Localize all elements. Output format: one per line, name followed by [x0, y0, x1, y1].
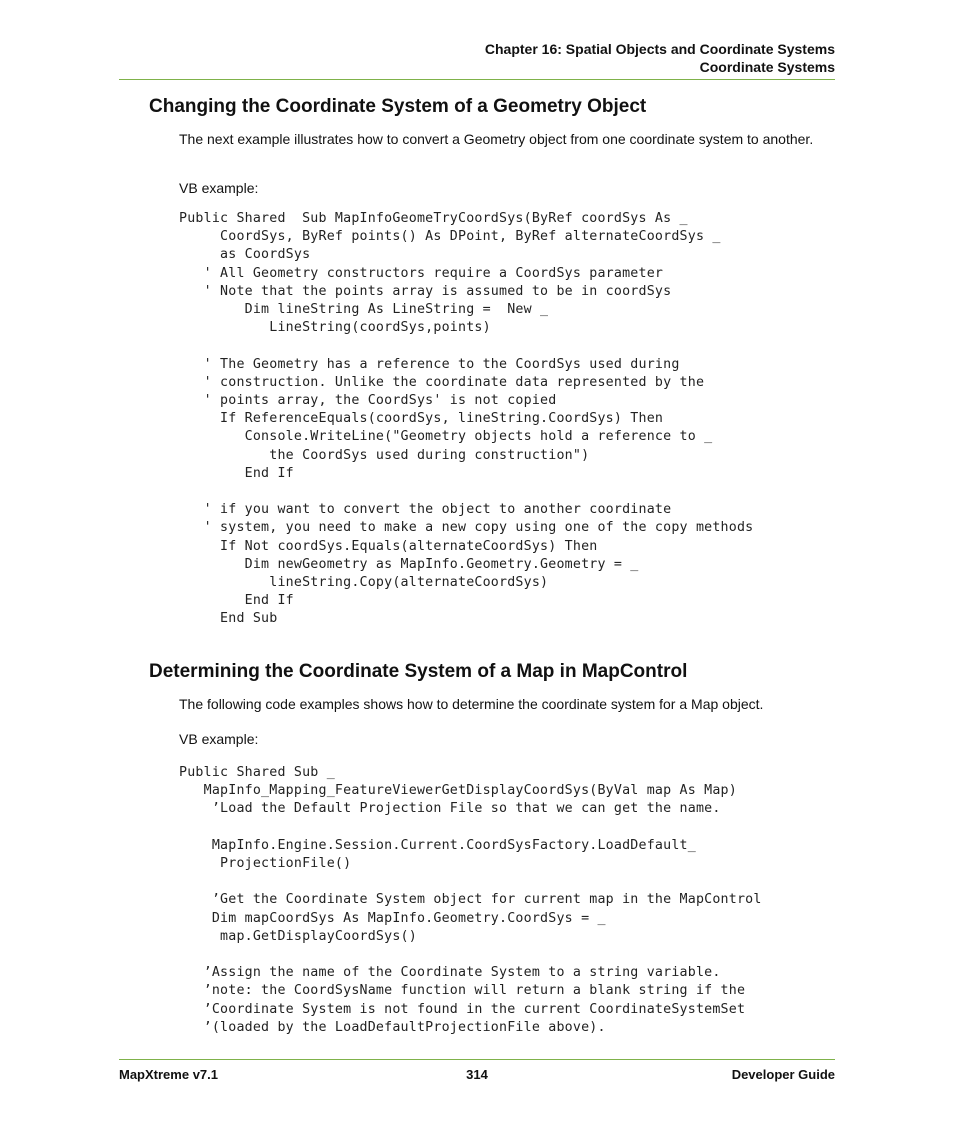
footer-rule: [119, 1059, 835, 1060]
section2-heading: Determining the Coordinate System of a Map in MapControl: [149, 661, 688, 682]
footer-page-number: 314: [466, 1067, 488, 1082]
footer-guide: Developer Guide: [731, 1067, 835, 1082]
section1-vb-label: VB example:: [179, 180, 259, 196]
running-header: [485, 40, 835, 76]
section1-intro: The next example illustrates how to convert a Geometry object from one coordinate system to another.: [179, 131, 814, 147]
section1-code-block: Public Shared Sub MapInfoGeomeTryCoordSys(ByRef coordSys As _ CoordSys, ByRef points() As DPoint, ByRef alternateCoordSys _ as CoordSys ' All Geometry constructors require a CoordSys parameter ' Note that the points array is assumed to be in coordSys Dim lineString As LineString = New _ LineString(coordSys,points) ' The Geometry has a reference to the CoordSys used during ' construction. Unlike the coordinate data represented by the ' points array, the CoordSys' is not copied If ReferenceEquals(coordSys, lineString.CoordSys) Then Console.WriteLine("Geometry objects hold a reference to _ the CoordSys used during construction") End If ' if you want to convert the object to another coordinate ' system, you need to make a new copy using one of the copy methods If Not coordSys.Equals(alternateCoordSys) Then Dim newGeometry as MapInfo.Geometry.Geometry = _ lineString.Copy(alternateCoordSys) End If End Sub: [179, 211, 754, 627]
section2-vb-label: VB example:: [179, 731, 259, 747]
section1-heading: Changing the Coordinate System of a Geometry Object: [149, 96, 647, 117]
chapter-title: Chapter 16: Spatial Objects and Coordinate Systems: [484, 41, 835, 57]
section2-code-block: Public Shared Sub _ MapInfo_Mapping_FeatureViewerGetDisplayCoordSys(ByVal map As Map) ’Load the Default Projection File so that we can get the name. MapInfo.Engine.Session.Current.CoordSysFactory.LoadDefault_ ProjectionFile() ’Get the Coordinate System object for current map in the MapControl Dim mapCoordSys As MapInfo.Geometry.CoordSys = _ map.GetDisplayCoordSys() ’Assign the name of the Coordinate System to a string variable. ’note: the CoordSysName function will return a blank string if the ’Coordinate System is not found in the current CoordinateSystemSet ’(loaded by the LoadDefaultProjectionFile above).: [179, 765, 762, 1035]
section2-intro: The following code examples shows how to determine the coordinate system for a Map object.: [179, 696, 764, 712]
header-rule: [119, 79, 835, 80]
footer-product: MapXtreme v7.1: [119, 1067, 218, 1082]
section-title: Coordinate Systems: [699, 59, 835, 75]
